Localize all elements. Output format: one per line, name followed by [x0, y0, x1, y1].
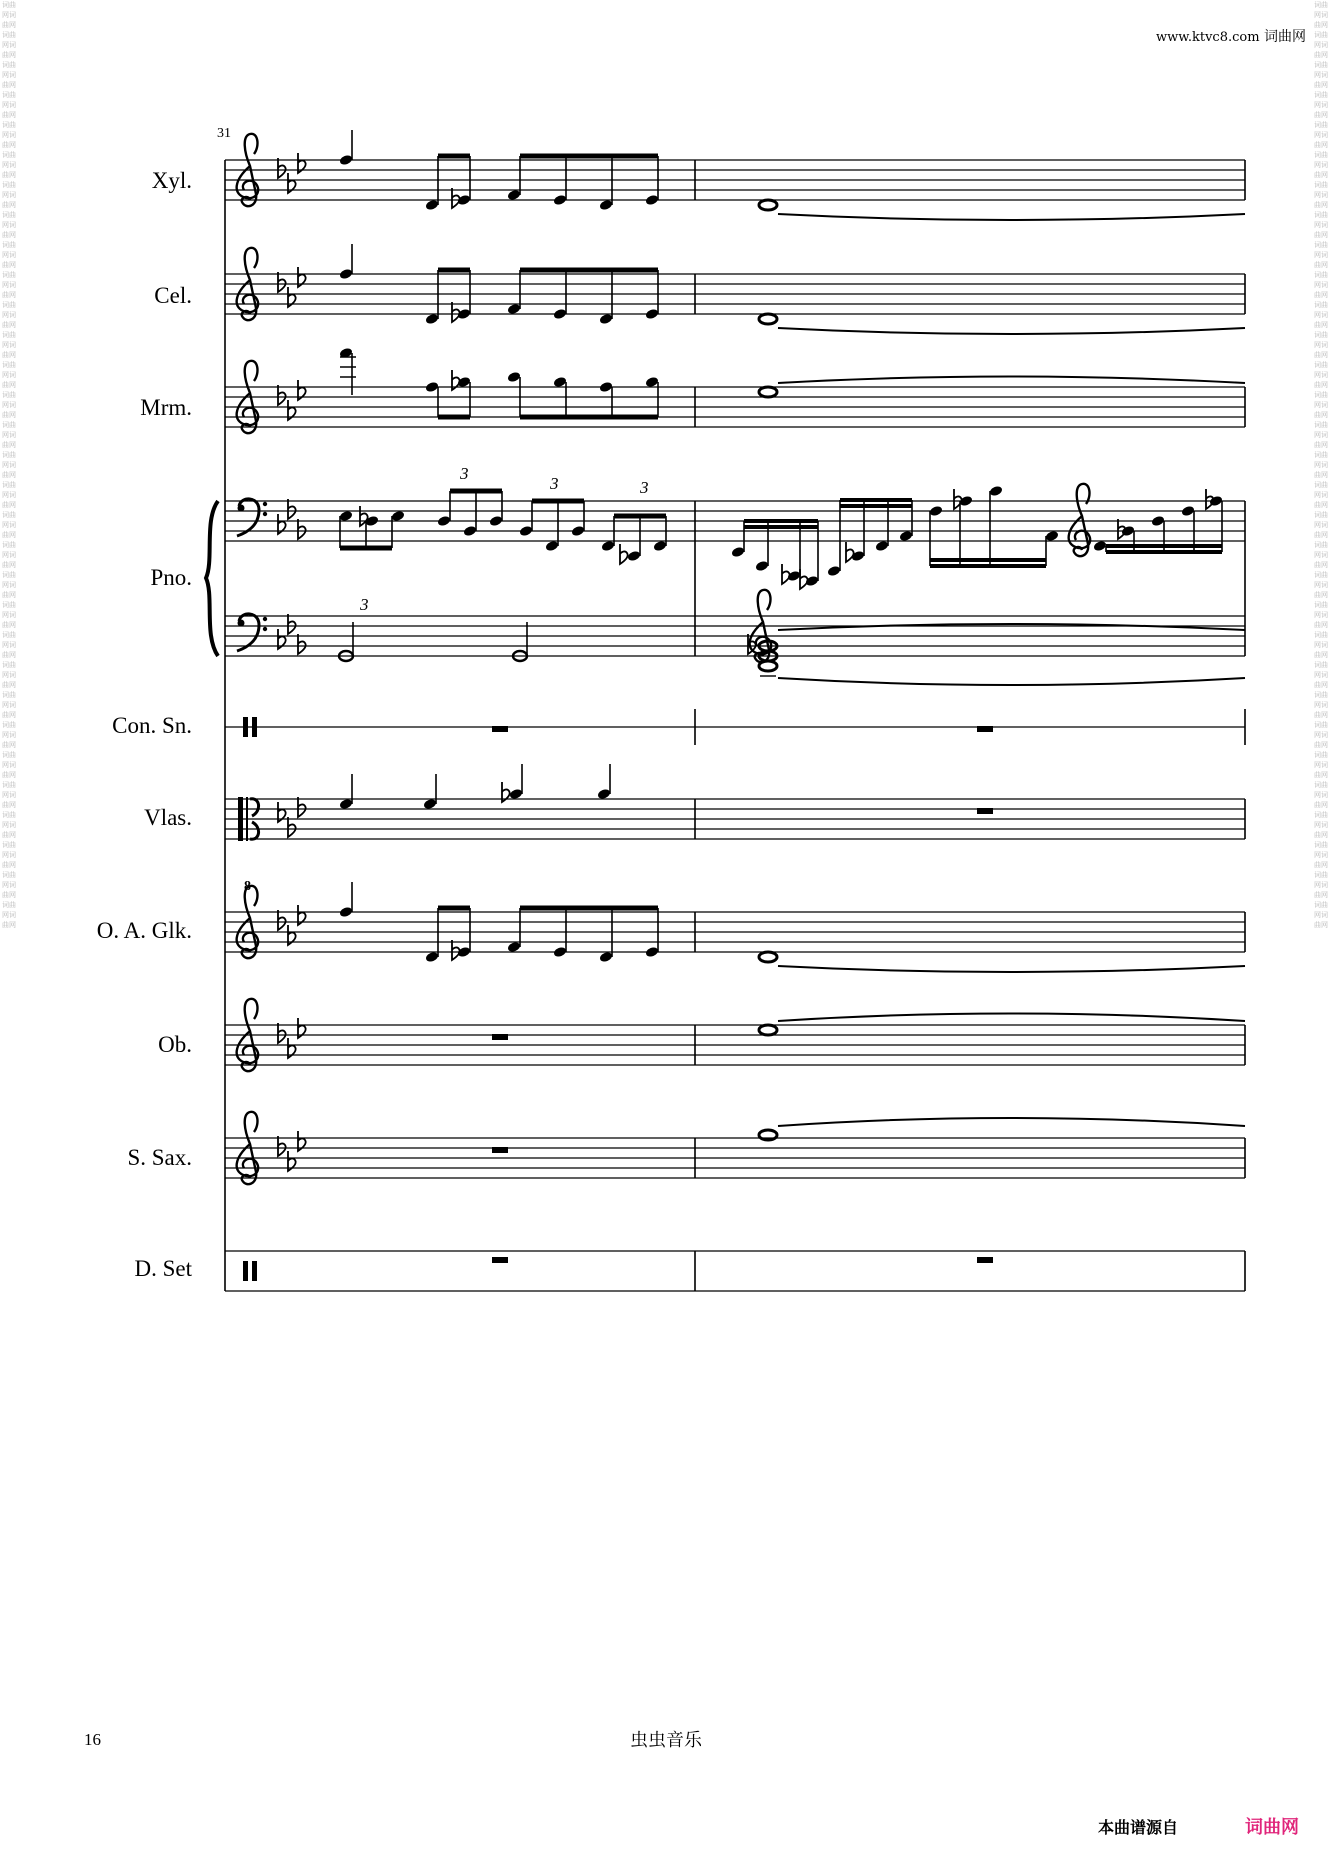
staff-drum-set	[225, 1251, 1245, 1291]
staff-xylophone	[225, 160, 1245, 200]
xylophone-notes	[339, 130, 1245, 220]
key-signature-xylophone	[278, 153, 306, 193]
footer-source-text: 本曲谱源自	[1098, 1818, 1179, 1837]
staff-piano-lower	[225, 616, 1245, 656]
instrument-label-concert-snare: Con. Sn.	[112, 713, 192, 738]
tuplet-mark: 3	[360, 595, 369, 614]
celesta-notes	[339, 244, 1245, 334]
instrument-label-xylophone: Xyl.	[151, 168, 192, 193]
whole-rest-icon	[492, 1147, 508, 1153]
key-signature-oboe	[278, 1018, 306, 1058]
whole-rest-icon	[492, 1257, 508, 1263]
staff-piano-upper	[225, 501, 1245, 541]
left-watermark-strip: 词曲网词曲网词曲网词曲网词曲网词曲网词曲网词曲网词曲网词曲网词曲网词曲网词曲网词曲网词曲网词曲网词曲网词曲网词曲网词曲网词曲网词曲网词曲网词曲网词曲网词曲网词曲网词曲网词曲网词曲网词曲网词曲网词曲网词曲网词曲网词曲网词曲网词曲网词曲网词曲网词曲网词曲网词曲网词曲网词曲网词曲网词曲网词曲网词曲网词曲网词曲网词曲网词曲网词曲网词曲网词曲网词曲网词曲网词曲网词曲网词曲网词曲网	[2, 1, 16, 929]
rests	[492, 726, 993, 1263]
header-site-name: 词曲网	[1264, 29, 1306, 45]
footer-brand-logo[interactable]: 词曲网	[1245, 1817, 1299, 1838]
clefs	[237, 134, 1091, 1281]
instrument-label-celesta: Cel.	[154, 283, 192, 308]
piano-brace	[206, 501, 218, 656]
oboe-notes	[759, 1014, 1245, 1036]
octave-mark: 8	[244, 879, 251, 894]
staff-lines	[225, 160, 1245, 1291]
key-signature-soprano-sax	[278, 1131, 306, 1171]
tuplet-mark: 3	[640, 478, 649, 497]
whole-rest-icon	[492, 1034, 508, 1040]
tuplet-mark: 3	[550, 474, 559, 493]
treble-clef-icon	[1069, 484, 1091, 556]
key-signature-piano-upper	[278, 499, 306, 539]
whole-rest-icon	[977, 1257, 993, 1263]
instrument-label-piano: Pno.	[150, 565, 192, 590]
instrument-label-marimba: Mrm.	[140, 395, 192, 420]
instrument-label-soprano-sax: S. Sax.	[127, 1145, 192, 1170]
staff-glockenspiel	[225, 912, 1245, 952]
key-signature-celesta	[278, 267, 306, 307]
glockenspiel-notes	[339, 882, 1245, 972]
tuplet-mark: 3	[460, 464, 469, 483]
percussion-clef-icon	[243, 1261, 257, 1281]
key-signature-piano-lower	[278, 614, 306, 654]
instrument-label-oboe: Ob.	[158, 1032, 192, 1057]
key-signature-glockenspiel	[278, 905, 306, 945]
staff-celesta	[225, 274, 1245, 314]
whole-rest-icon	[492, 726, 508, 732]
staff-marimba	[225, 387, 1245, 427]
whole-rest-icon	[977, 726, 993, 732]
tuplet-marks	[359, 464, 649, 614]
soprano-sax-notes	[759, 1118, 1245, 1140]
instrument-label-glockenspiel: O. A. Glk.	[96, 918, 192, 943]
staff-oboe	[225, 1025, 1245, 1065]
violas-notes	[339, 764, 612, 810]
right-watermark-strip: 词曲网词曲网词曲网词曲网词曲网词曲网词曲网词曲网词曲网词曲网词曲网词曲网词曲网词曲网词曲网词曲网词曲网词曲网词曲网词曲网词曲网词曲网词曲网词曲网词曲网词曲网词曲网词曲网词曲网词曲网词曲网词曲网词曲网词曲网词曲网词曲网词曲网词曲网词曲网词曲网词曲网词曲网词曲网词曲网词曲网词曲网词曲网词曲网词曲网词曲网词曲网词曲网词曲网词曲网词曲网词曲网词曲网词曲网词曲网词曲网词曲网词曲网	[1314, 1, 1328, 929]
staff-soprano-sax	[225, 1138, 1245, 1178]
piano-lower-notes	[339, 622, 1245, 685]
page-number: 16	[84, 1730, 101, 1749]
instrument-label-drum-set: D. Set	[134, 1256, 192, 1281]
key-signature-violas	[278, 797, 306, 837]
footer-publisher: 虫虫音乐	[630, 1730, 702, 1751]
key-signature-marimba	[278, 380, 306, 420]
measure-number: 31	[217, 126, 231, 141]
header-url[interactable]: www.ktvc8.com	[1156, 30, 1260, 45]
instrument-label-violas: Vlas.	[144, 805, 192, 830]
staff-violas	[225, 799, 1245, 839]
whole-rest-icon	[977, 808, 993, 814]
barlines	[225, 160, 1245, 1291]
key-signatures	[278, 153, 306, 1171]
